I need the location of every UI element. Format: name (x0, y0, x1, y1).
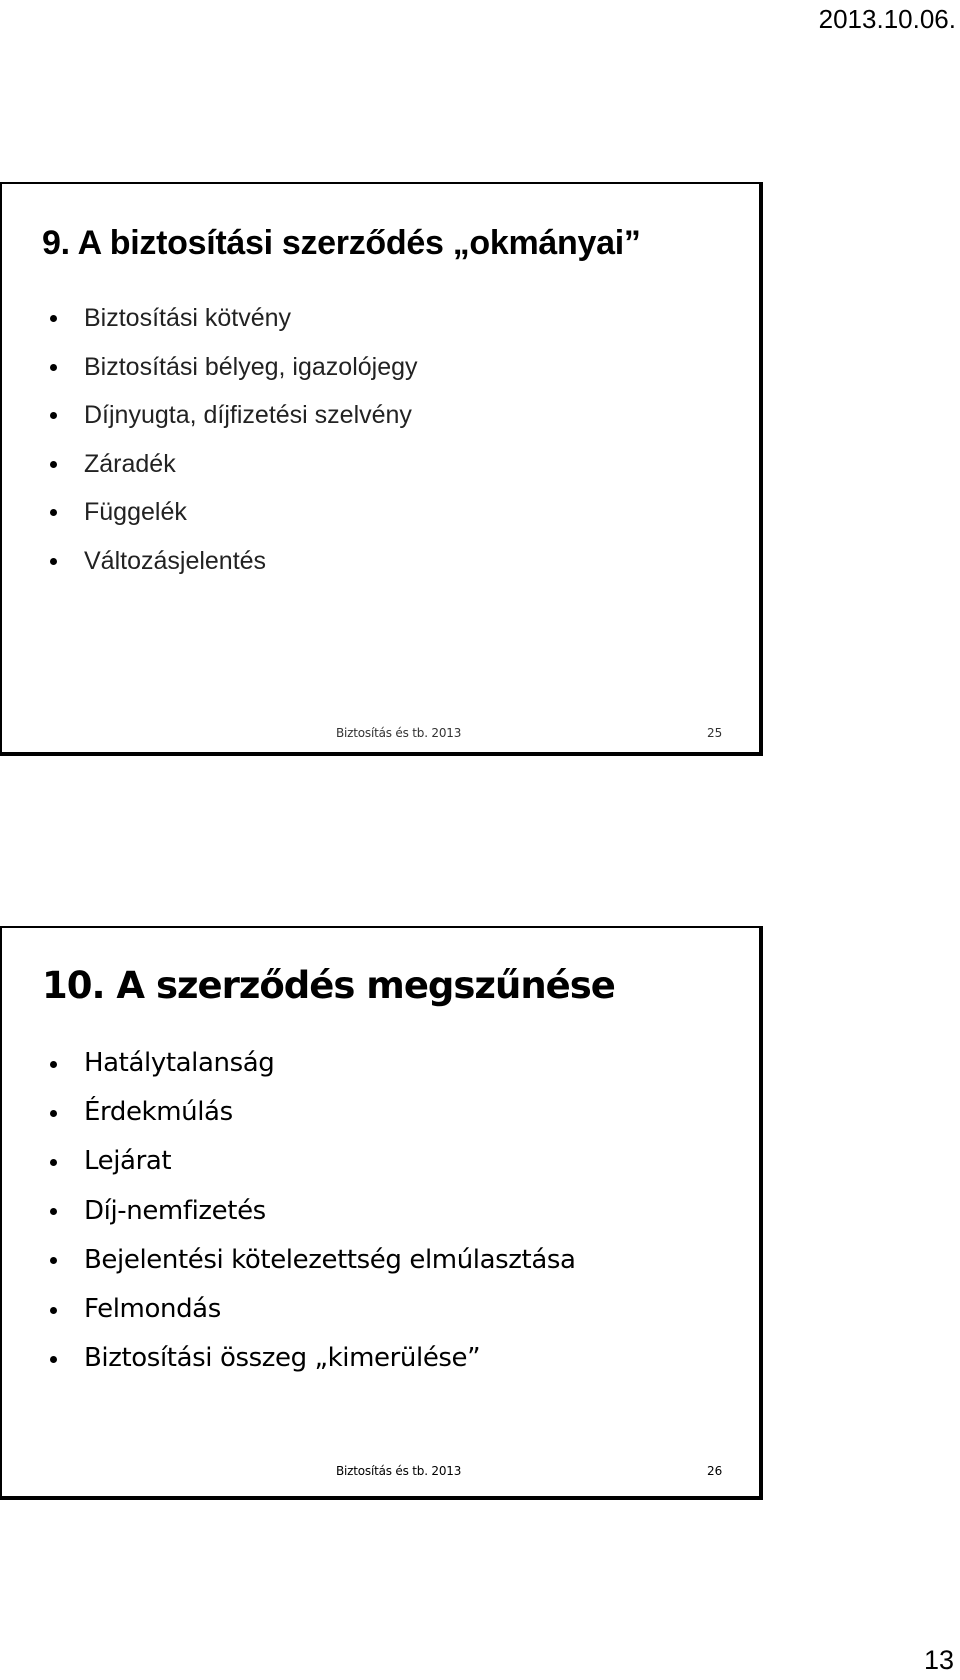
bullet-dot-icon (50, 461, 57, 468)
bullet-text: Biztosítási összeg „kimerülése” (84, 1343, 481, 1374)
bullet-dot-icon (50, 509, 57, 516)
bullet-item (50, 391, 418, 440)
bullet-item (50, 343, 418, 392)
slide-title: 10. A szerződés megszűnése (42, 964, 615, 1007)
slide-25 (0, 182, 763, 756)
bullet-text: Díjnyugta, díjfizetési szelvény (84, 401, 412, 429)
bullet-dot-icon (50, 364, 57, 371)
bullet-list (50, 1039, 576, 1383)
bullet-item (50, 1334, 576, 1383)
slide-title: 9. A biztosítási szerződés „okmányai” (42, 224, 641, 262)
bullet-dot-icon (50, 1307, 57, 1314)
bullet-text: Érdekmúlás (84, 1097, 233, 1128)
bullet-dot-icon (50, 1061, 57, 1068)
page-number: 13 (923, 1645, 954, 1675)
bullet-item (50, 488, 418, 537)
bullet-item (50, 1187, 576, 1236)
slide-footer-text: Biztosítás és tb. 2013 (336, 1464, 462, 1478)
slide-26 (0, 926, 763, 1500)
bullet-item (50, 537, 418, 586)
bullet-item (50, 1088, 576, 1137)
bullet-item (50, 1236, 576, 1285)
slide-number: 25 (707, 726, 723, 740)
bullet-text: Hatálytalanság (84, 1048, 275, 1078)
bullet-dot-icon (50, 1257, 57, 1264)
header-date: 2013.10.06. (818, 4, 956, 34)
bullet-text: Biztosítási kötvény (84, 304, 292, 332)
bullet-text: Bejelentési kötelezettség elmúlasztása (84, 1244, 576, 1275)
bullet-text: Függelék (84, 498, 187, 526)
bullet-text: Biztosítási bélyeg, igazolójegy (84, 352, 418, 381)
bullet-dot-icon (50, 558, 57, 565)
bullet-text: Felmondás (84, 1293, 221, 1324)
bullet-item (50, 1137, 576, 1186)
bullet-list (50, 294, 418, 585)
bullet-text: Záradék (84, 449, 176, 478)
slide-footer-text: Biztosítás és tb. 2013 (336, 726, 462, 740)
bullet-text: Lejárat (84, 1146, 172, 1177)
bullet-item (50, 1039, 576, 1088)
bullet-dot-icon (50, 1356, 57, 1363)
bullet-dot-icon (50, 1208, 57, 1215)
bullet-item (50, 294, 418, 343)
bullet-text: Díj-nemfizetés (84, 1195, 266, 1226)
bullet-text: Változásjelentés (84, 546, 267, 575)
bullet-dot-icon (50, 315, 57, 322)
slide-number: 26 (707, 1464, 723, 1478)
bullet-item (50, 440, 418, 489)
bullet-dot-icon (50, 1110, 57, 1117)
bullet-item (50, 1285, 576, 1334)
bullet-dot-icon (50, 412, 57, 419)
bullet-dot-icon (50, 1159, 57, 1166)
